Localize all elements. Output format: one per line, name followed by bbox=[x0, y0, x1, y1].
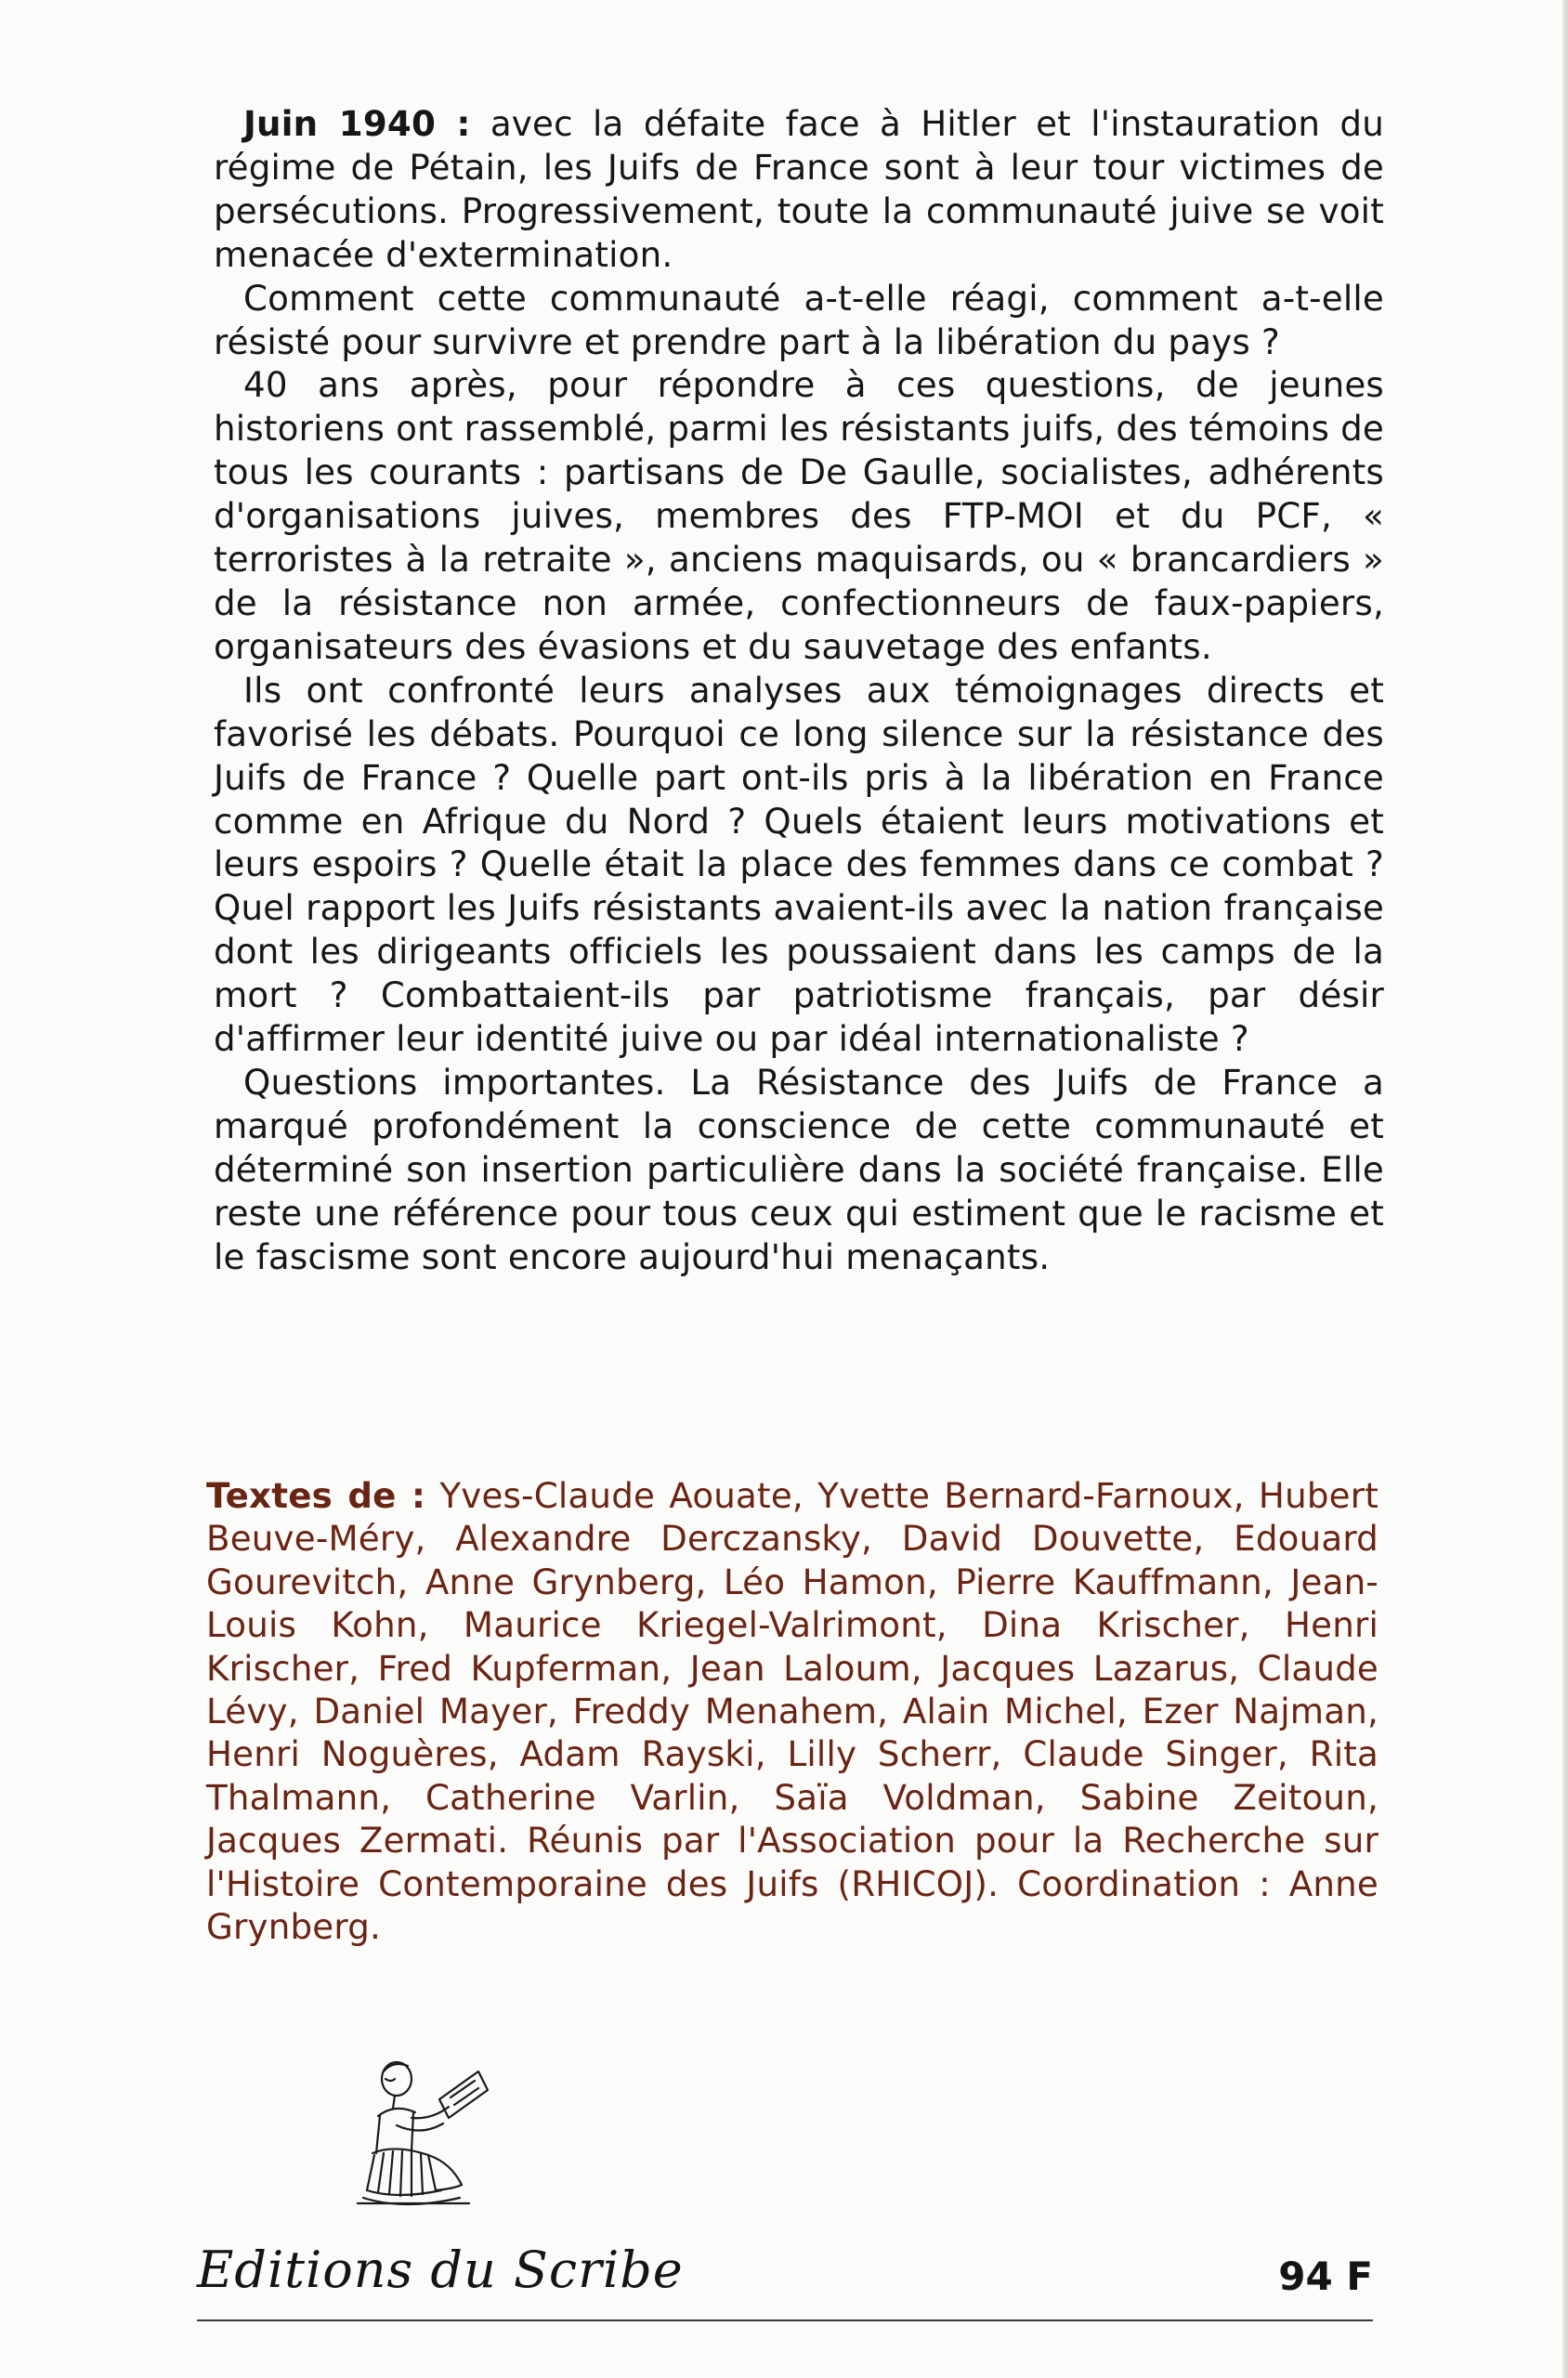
publisher-name: Editions du Scribe bbox=[197, 2241, 684, 2299]
summary-paragraph-1-text: avec la défaite face à Hitler et l'instauration du régime de Pétain, les Juifs de France sont à leur tour victimes de persécutions. Progressivement, toute la communauté juive se voit menacée d'extermination. bbox=[214, 103, 1384, 275]
summary-paragraph-5: Questions importantes. La Résistance des Juifs de France a marqué profondément la conscience de cette communauté et déterminé son insertion particulière dans la société française. Elle reste une référence pour tous ceux qui estiment que le racisme et le fascisme sont encore aujourd'hui menaçants. bbox=[214, 1061, 1384, 1277]
summary-paragraph-1 bbox=[214, 102, 1384, 277]
contributors-block bbox=[206, 1474, 1379, 1948]
summary-paragraph-3: 40 ans après, pour répondre à ces questions, de jeunes historiens ont rassemblé, parmi les résistants juifs, des témoins de tous les courants : partisans de De Gaulle, socialistes, adhérents d'organisations juives, membres des FTP-MOI et du PCF, « terroristes à la retraite », anciens maquisards, ou « brancardiers » de la résistance non armée, confectionneurs de faux-papiers, organisateurs des évasions et du sauvetage des enfants. bbox=[214, 364, 1384, 667]
credits-label: Textes de : bbox=[206, 1475, 426, 1516]
summary-text bbox=[214, 102, 1384, 1278]
summary-paragraph-2: Comment cette communauté a-t-elle réagi, comment a-t-elle résisté pour survivre et prendre part à la libération du pays ? bbox=[214, 277, 1384, 362]
scribe-figure-icon bbox=[339, 2051, 525, 2218]
summary-lead: Juin 1940 : bbox=[243, 103, 471, 144]
credits-text: Yves-Claude Aouate, Yvette Bernard-Farnoux, Hubert Beuve-Méry, Alexandre Derczansky, David Douvette, Edouard Gourevitch, Anne Grynberg, Léo Hamon, Pierre Kauffmann, Jean-Louis Kohn, Maurice Kriegel-Valrimont, Dina Krischer, Henri Krischer, Fred Kupferman, Jean Laloum, Jacques Lazarus, Claude Lévy, Daniel Mayer, Freddy Menahem, Alain Michel, Ezer Najman, Henri Noguères, Adam Rayski, Lilly Scherr, Claude Singer, Rita Thalmann, Catherine Varlin, Saïa Voldman, Sabine Zeitoun, Jacques Zermati. Réunis par l'Association pour la Recherche sur l'Histoire Contemporaine des Juifs (RHICOJ). Coordination : Anne Grynberg. bbox=[206, 1475, 1379, 1948]
footer-rule bbox=[197, 2319, 1373, 2321]
price: 94 F bbox=[1278, 2254, 1373, 2299]
summary-paragraph-4: Ils ont confronté leurs analyses aux témoignages directs et favorisé les débats. Pourquoi ce long silence sur la résistance des Juifs de France ? Quelle part ont-ils pris à la libération en France comme en Afrique du Nord ? Quels étaient leurs motivations et leurs espoirs ? Quelle était la place des femmes dans ce combat ? Quel rapport les Juifs résistants avaient-ils avec la nation française dont les dirigeants officiels les poussaient dans les camps de la mort ? Combattaient-ils par patriotisme français, par désir d'affirmer leur identité juive ou par idéal internationaliste ? bbox=[214, 669, 1384, 1060]
contributors-paragraph bbox=[206, 1474, 1379, 1948]
